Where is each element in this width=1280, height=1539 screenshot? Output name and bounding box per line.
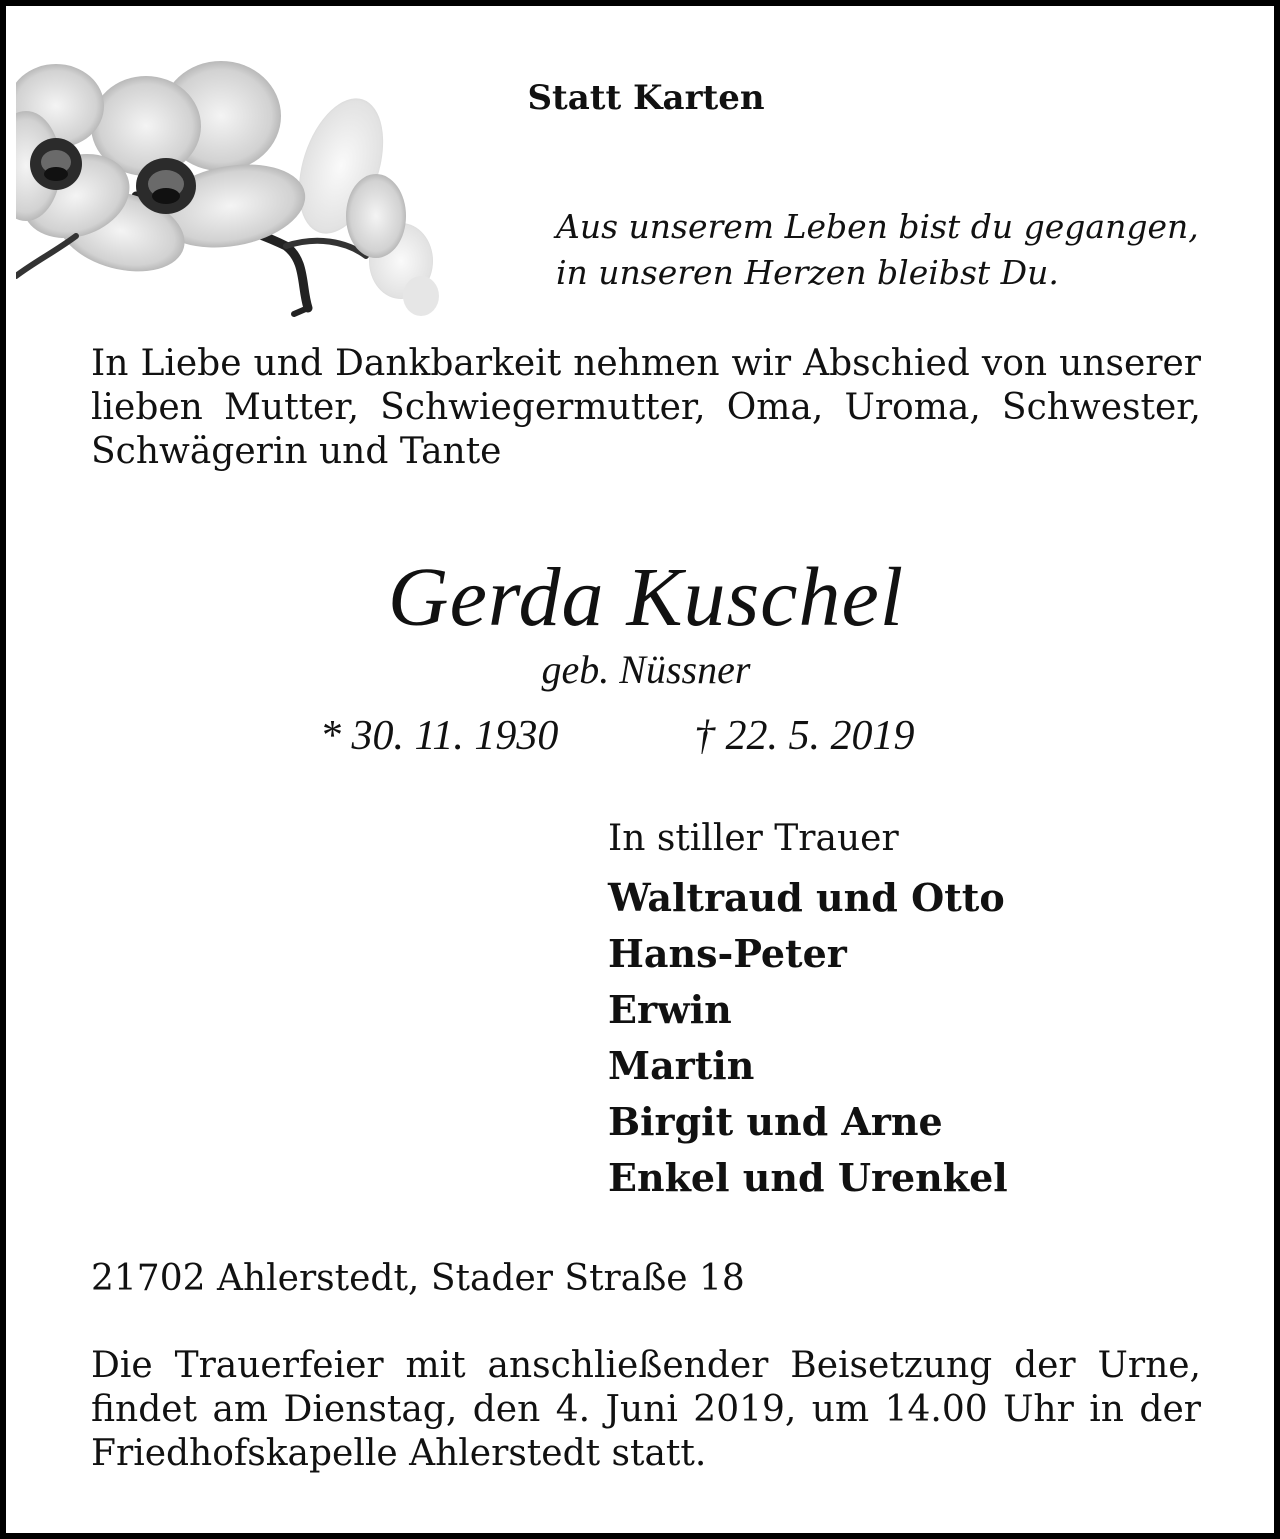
list-item: Martin	[608, 1043, 755, 1088]
address: 21702 Ahlerstedt, Stader Straße 18	[91, 1258, 745, 1299]
list-item: Hans-Peter	[608, 931, 847, 976]
list-item: Erwin	[608, 987, 732, 1032]
ceremony-paragraph: Die Trauerfeier mit anschließender Beisetzung der Urne, findet am Dienstag, den 4. Juni 2019, um 14.00 Uhr in der Friedhofskapelle Ahlerstedt statt.	[91, 1345, 1201, 1474]
page-title: Statt Karten	[527, 78, 765, 118]
intro-paragraph: In Liebe und Dankbarkeit nehmen wir Abschied von unserer lieben Mutter, Schwiegermutter, Oma, Uroma, Schwester, Schwägerin und Tante	[91, 343, 1201, 472]
maiden-name: geb. Nüssner	[541, 647, 751, 692]
birth-date: * 30. 11. 1930	[320, 713, 559, 759]
list-item: Birgit und Arne	[608, 1099, 943, 1144]
orchid-flowers-icon	[16, 46, 446, 326]
motto-line-2: in unseren Herzen bleibst Du.	[556, 253, 1059, 292]
mourners-heading: In stiller Trauer	[608, 818, 899, 859]
motto-line-1: Aus unserem Leben bist du gegangen,	[556, 207, 1199, 246]
motto-quote	[556, 204, 1236, 296]
deceased-name: Gerda Kuschel	[387, 551, 905, 644]
death-date: † 22. 5. 2019	[694, 713, 915, 759]
mourners-list	[608, 870, 1008, 1206]
list-item: Waltraud und Otto	[608, 875, 1005, 920]
list-item: Enkel und Urenkel	[608, 1155, 1008, 1200]
